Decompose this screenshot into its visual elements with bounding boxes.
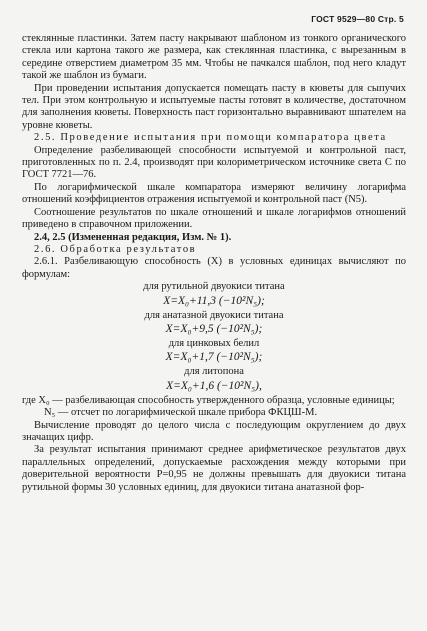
formula-label-zinc: для цинковых белил (168, 337, 260, 349)
paragraph-determination: Определение разбеливающей способности испытуемой и контрольной паст, приготовленных по п. 2.4, производят при колориметрическом источнике света С по ГОСТ 7721—76. (22, 144, 406, 181)
paragraph-continuation: стеклянные пластинки. Затем пасту накрывают шаблоном из тонкого органического стекла или картона такого же размера, как стеклянная пластинка, с вырезанным в середине отверстием диаметром 35 мм. Чтобы не пачкался шаблон, под него кладут такой же шаблон из бумаги. (22, 33, 406, 82)
formula-zinc: X=X₀+1,7 (−10²N₅); (165, 351, 263, 364)
section-2-5-heading: 2.5. Проведение испытания при помощи компаратора цвета (34, 132, 387, 144)
paragraph-cuvettes: При проведении испытания допускается помещать пасту в кюветы для сыпучих тел. При этом контрольную и испытуемые пасты готовят в количестве, достаточном для заполнения кюветы. Поверхность паст горизонтально выравнивают шпателем на уровне кюветы. (22, 82, 406, 131)
formula-lithopone: X=X₀+1,6 (−10²N₅), (166, 379, 262, 392)
page-header: ГОСТ 9529—80 Стр. 5 (311, 14, 404, 24)
document-page (22, 14, 406, 494)
formula-label-rutile: для рутильной двуокиси титана (143, 281, 285, 293)
amendment-note: 2.4, 2.5 (Измененная редакция, Изм. № 1). (34, 231, 232, 243)
formula-rutile: X=X₀+11,3 (−10²N₅); (163, 294, 265, 307)
paragraph-log-scale: По логарифмической шкале компаратора измеряют величину логарифма отношений коэффициентов отражения испытуемой и контрольной паст (N5). (22, 181, 406, 206)
paragraph-ratio: Соотношение результатов по шкале отношений и шкале логарифмов отношений приведено в справочном приложении. (22, 206, 406, 231)
formula-label-anatase: для анатазной двуокиси титана (144, 309, 284, 321)
paragraph-result: За результат испытания принимают среднее арифметическое результатов двух параллельных определений, допускаемые расхождения между которыми при доверительной вероятности P=0,95 не должны превышать для двуокиси титана рутильной формы 30 условных единиц, для двуокиси титана анатазной фор- (22, 444, 406, 493)
where-x0: где X₀ — разбеливающая способность утвержденного образца, условные единицы; (22, 394, 395, 406)
section-2-6-heading: 2.6. Обработка результатов (34, 243, 197, 255)
paragraph-rounding: Вычисление проводят до целого числа с последующим округлением до двух значащих цифр. (22, 419, 406, 443)
where-n5: N₅ — отсчет по логарифмической шкале прибора ФКЦШ-М. (44, 407, 318, 419)
paragraph-2-6-1: 2.6.1. Разбеливающую способность (X) в условных единицах вычисляют по формулам: (22, 256, 406, 280)
formula-label-lithopone: для литопона (184, 366, 244, 378)
formula-anatase: X=X₀+9,5 (−10²N₅); (165, 322, 263, 335)
